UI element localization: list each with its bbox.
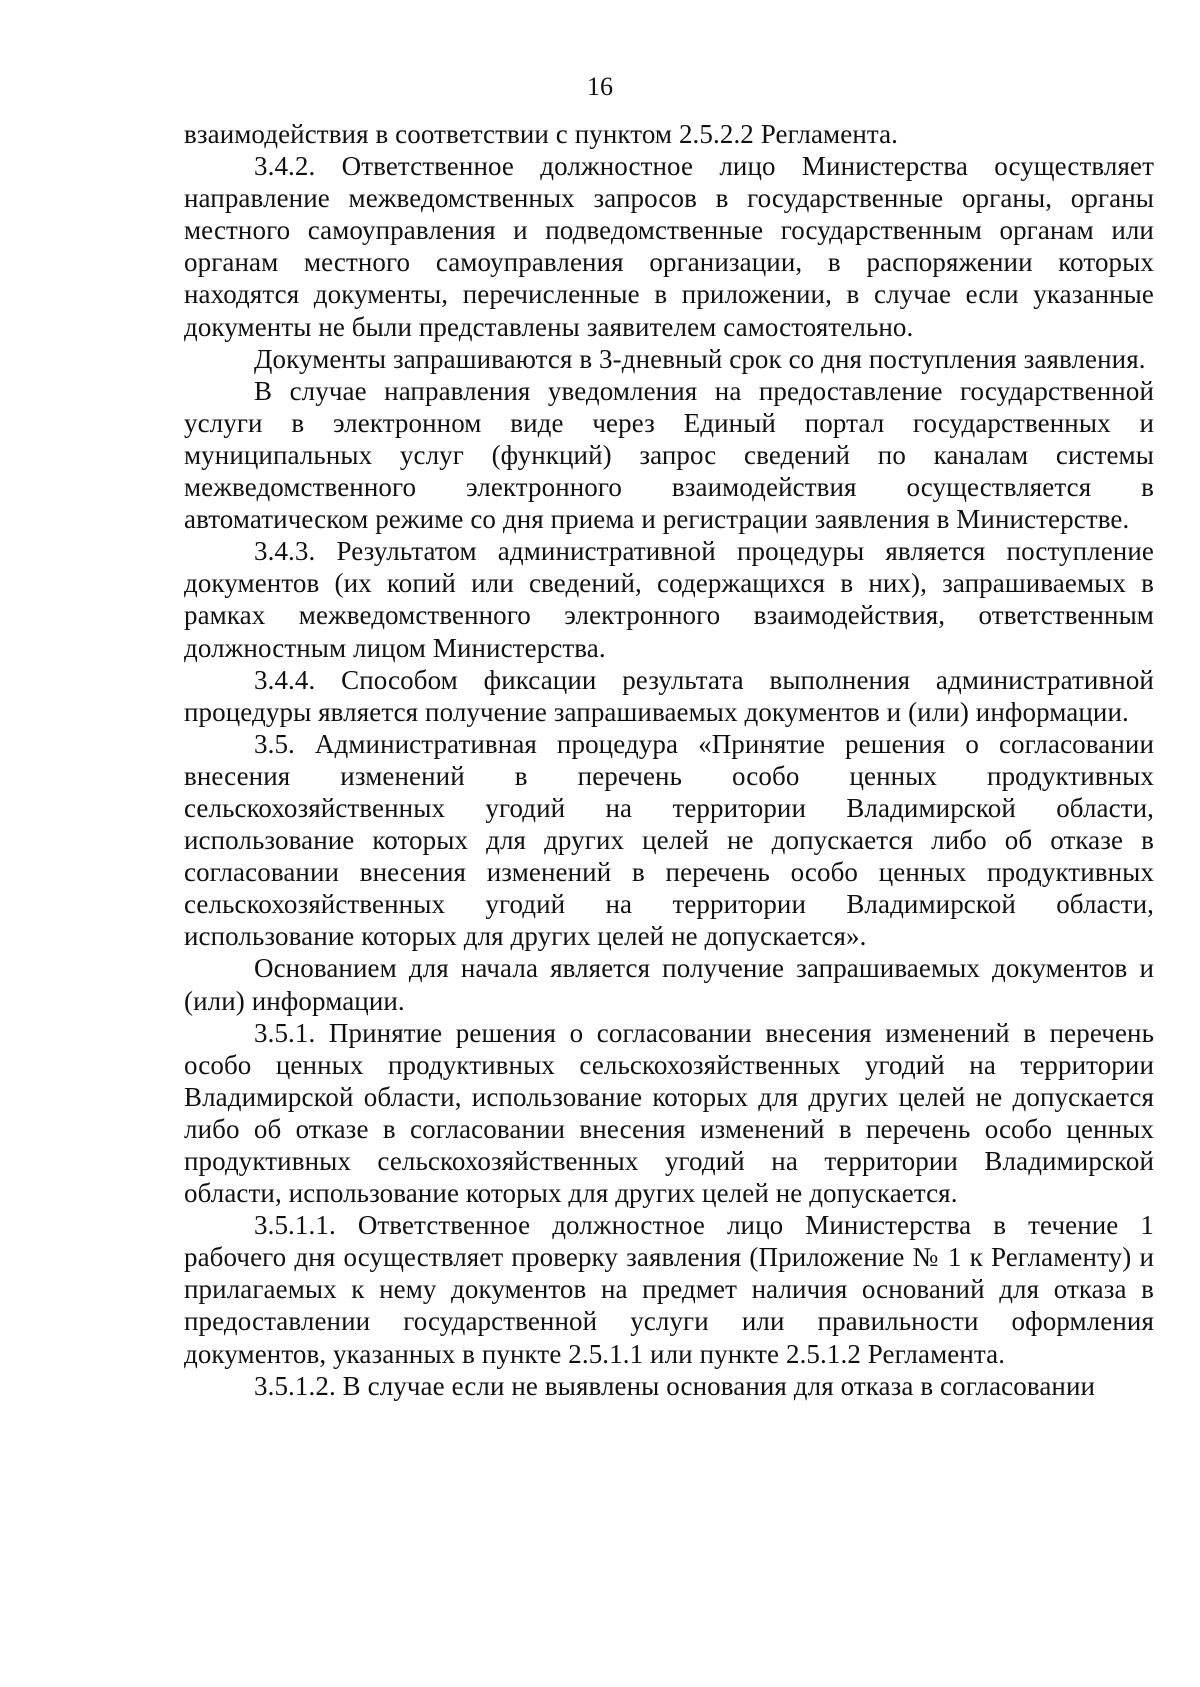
paragraph-3-5-1-1: 3.5.1.1. Ответственное должностное лицо Министерства в течение 1 рабочего дня осуществляет проверку заявления (Приложение № 1 к Регламенту) и прилагаемых к нему документов на предмет наличия оснований для отказа в предоставлении государственной услуги или правильности оформления документов, указанных в пункте 2.5.1.1 или пункте 2.5.1.2 Регламента. [184,1210,1154,1369]
paragraph-3-4-4: 3.4.4. Способом фиксации результата выполнения административной процедуры является получение запрашиваемых документов и (или) информации. [184,664,1154,727]
paragraph-basis-for-start: Основанием для начала является получение запрашиваемых документов и (или) информации. [184,953,1154,1016]
paragraph-electronic-request: В случае направления уведомления на предоставление государственной услуги в электронном виде через Единый портал государственных и муниципальных услуг (функций) запрос сведений по каналам системы межведомственного электронного взаимодействия осуществляется в автоматическом режиме со дня приема и регистрации заявления в Министерстве. [184,375,1154,535]
paragraph-3-4-3: 3.4.3. Результатом административной процедуры является поступление документов (их копий или сведений, содержащихся в них), запрашиваемых в рамках межведомственного электронного взаимодействия, ответственным должностным лицом Министерства. [184,536,1154,663]
paragraph-3-4-2: 3.4.2. Ответственное должностное лицо Министерства осуществляет направление межведомственных запросов в государственные органы, органы местного самоуправления и подведомственные государственным органам или органам местного самоуправления организации, в распоряжении которых находятся документы, перечисленные в приложении, в случае если указанные документы не были представлены заявителем самостоятельно. [184,151,1154,342]
page-number: 16 [587,72,613,101]
paragraph-continuation: взаимодействия в соответствии с пунктом 2.5.2.2 Регламента. [184,119,899,149]
paragraph-3-5-1: 3.5.1. Принятие решения о согласовании внесения изменений в перечень особо ценных продуктивных сельскохозяйственных угодий на территории Владимирской области, использование которых для других целей не допускается либо об отказе в согласовании внесения изменений в перечень особо ценных продуктивных сельскохозяйственных угодий на территории Владимирской области, использование которых для других целей не допускается. [184,1017,1154,1209]
paragraph-3-5-1-2: 3.5.1.2. В случае если не выявлены основания для отказа в согласовании [254,1370,1096,1401]
paragraph-documents-request-term: Документы запрашиваются в 3-дневный срок со дня поступления заявления. [254,343,1146,374]
document-body [184,118,1154,1402]
paragraph-3-5: 3.5. Административная процедура «Принятие решения о согласовании внесения изменений в перечень особо ценных продуктивных сельскохозяйственных угодий на территории Владимирской области, использование которых для других целей не допускается либо об отказе в согласовании внесения изменений в перечень особо ценных продуктивных сельскохозяйственных угодий на территории Владимирской области, использование которых для других целей не допускается». [184,728,1154,952]
